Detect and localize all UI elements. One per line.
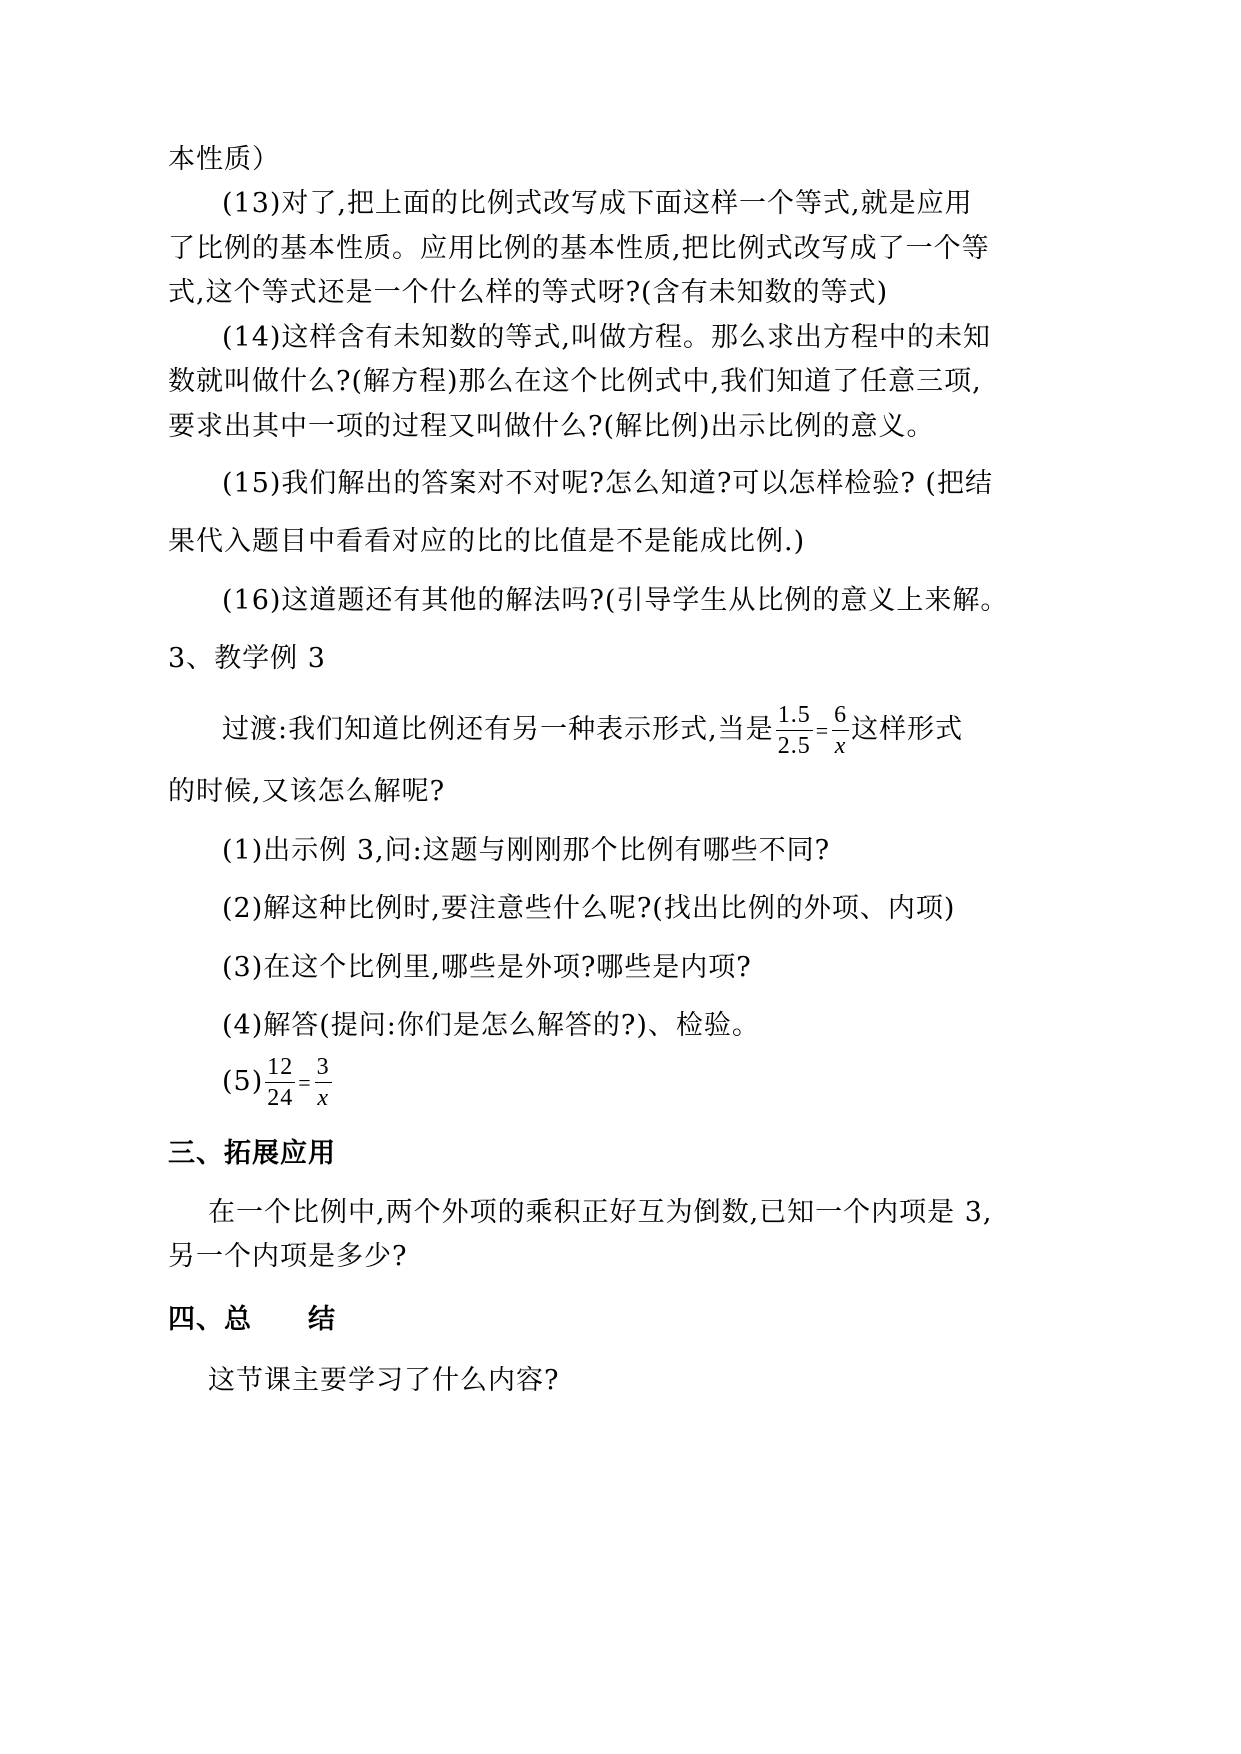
paragraph-line: 果代入题目中看看对应的比的比值是不是能成比例.) bbox=[168, 526, 806, 557]
paragraph-line: 另一个内项是多少? bbox=[168, 1241, 408, 1272]
paragraph-line: 这节课主要学习了什么内容? bbox=[208, 1365, 560, 1396]
paragraph-line: (4)解答(提问:你们是怎么解答的?)、检验。 bbox=[222, 1010, 760, 1041]
paragraph-line: 的时候,又该怎么解呢? bbox=[168, 776, 446, 807]
fraction-numerator: 3 bbox=[315, 1054, 332, 1083]
paragraph-line: (16)这道题还有其他的解法吗?(引导学生从比例的意义上来解。 bbox=[222, 585, 1009, 616]
fraction-right bbox=[832, 702, 849, 759]
fraction-left bbox=[776, 702, 813, 759]
paragraph-line: 在一个比例中,两个外项的乘积正好互为倒数,已知一个内项是 3, bbox=[208, 1197, 993, 1228]
section-heading: 四、总 结 bbox=[168, 1304, 336, 1335]
paragraph-line: (2)解这种比例时,要注意些什么呢?(找出比例的外项、内项) bbox=[222, 893, 956, 924]
paragraph-line: 本性质） bbox=[168, 144, 280, 175]
section-subtitle: 3、教学例 3 bbox=[168, 643, 326, 674]
paragraph-line-with-formula bbox=[222, 700, 963, 761]
fraction-numerator: 12 bbox=[265, 1054, 295, 1083]
paragraph-line: (1)出示例 3,问:这题与刚刚那个比例有哪些不同? bbox=[222, 835, 831, 866]
paragraph-line: 了比例的基本性质。应用比例的基本性质,把比例式改写成了一个等 bbox=[168, 233, 990, 264]
paragraph-line: (15)我们解出的答案对不对呢?怎么知道?可以怎样检验? (把结 bbox=[222, 468, 993, 499]
fraction-denominator: 24 bbox=[267, 1085, 294, 1112]
paragraph-line: 式,这个等式还是一个什么样的等式呀?(含有未知数的等式) bbox=[168, 277, 889, 308]
section-heading: 三、拓展应用 bbox=[168, 1138, 336, 1169]
fraction-numerator: 1.5 bbox=[776, 702, 813, 731]
fraction-left bbox=[265, 1054, 295, 1111]
fraction-denominator: x bbox=[834, 733, 847, 760]
fraction-right bbox=[315, 1054, 332, 1111]
paragraph-line: 数就叫做什么?(解方程)那么在这个比例式中,我们知道了任意三项, bbox=[168, 366, 982, 397]
item-number: (5) bbox=[222, 1066, 264, 1097]
proportion-formula bbox=[263, 1052, 333, 1113]
paragraph-line: (3)在这个比例里,哪些是外项?哪些是内项? bbox=[222, 952, 752, 983]
paragraph-line: (14)这样含有未知数的等式,叫做方程。那么求出方程中的未知 bbox=[222, 322, 992, 353]
fraction-numerator: 6 bbox=[832, 702, 849, 731]
proportion-formula bbox=[774, 700, 851, 761]
paragraph-text: 这样形式 bbox=[851, 714, 964, 745]
fraction-denominator: 2.5 bbox=[777, 733, 811, 760]
paragraph-line: (13)对了,把上面的比例式改写成下面这样一个等式,就是应用 bbox=[222, 188, 973, 219]
equals-sign: = bbox=[298, 1069, 312, 1095]
paragraph-line-with-formula bbox=[222, 1052, 334, 1113]
paragraph-text: 过渡:我们知道比例还有另一种表示形式,当是 bbox=[222, 714, 774, 745]
paragraph-line: 要求出其中一项的过程又叫做什么?(解比例)出示比例的意义。 bbox=[168, 411, 935, 442]
fraction-denominator: x bbox=[317, 1085, 329, 1112]
equals-sign: = bbox=[815, 717, 830, 743]
